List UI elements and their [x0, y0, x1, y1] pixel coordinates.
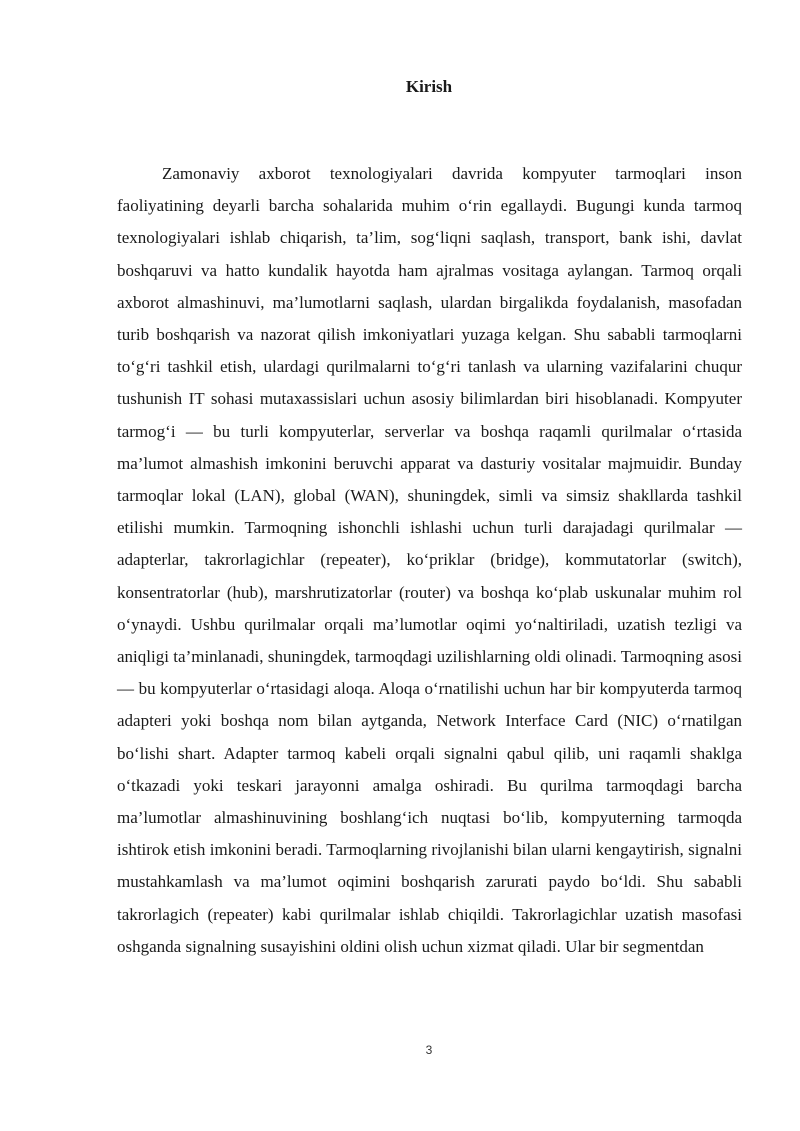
body-paragraph: Zamonaviy axborot texnologiyalari davrida kompyuter tarmoqlari inson faoliyatining deyarli barcha sohalarida muhim oʻrin egallaydi. Bugungi kunda tarmoq texnologiyalari ishlab chiqarish, ta’lim, sogʻliqni saqlash, transport, bank ishi, davlat boshqaruvi va hatto kundalik hayotda ham ajralmas vositaga aylangan. Tarmoq orqali axborot almashinuvi, ma’lumotlarni saqlash, ulardan birgalikda foydalanish, masofadan turib boshqarish va nazorat qilish imkoniyatlari yuzaga kelgan. Shu sababli tarmoqlarni toʻgʻri tashkil etish, ulardagi qurilmalarni toʻgʻri tanlash va ularning vazifalarini chuqur tushunish IT sohasi mutaxassislari uchun asosiy bilimlardan biri hisoblanadi. Kompyuter tarmogʻi — bu turli kompyuterlar, serverlar va boshqa raqamli qurilmalar oʻrtasida ma’lumot almashish imkonini beruvchi apparat va dasturiy vositalar majmuidir. Bunday tarmoqlar lokal (LAN), global (WAN), shuningdek, simli va simsiz shakllarda tashkil etilishi mumkin. Tarmoqning ishonchli ishlashi uchun turli darajadagi qurilmalar — adapterlar, takrorlagichlar (repeater), koʻpriklar (bridge), kommutatorlar (switch), konsentratorlar (hub), marshrutizatorlar (router) va boshqa koʻplab uskunalar muhim rol oʻynaydi. Ushbu qurilmalar orqali ma’lumotlar oqimi yoʻnaltiriladi, uzatish tezligi va aniqligi ta’minlanadi, shuningdek, tarmoqdagi uzilishlarning oldi olinadi. Tarmoqning asosi — bu kompyuterlar oʻrtasidagi aloqa. Aloqa oʻrnatilishi uchun har bir kompyuterda tarmoq adapteri yoki boshqa nom bilan aytganda, Network Interface Card (NIC) oʻrnatilgan boʻlishi shart. Adapter tarmoq kabeli orqali signalni qabul qilib, uni raqamli shaklga oʻtkazadi yoki teskari jarayonni amalga oshiradi. Bu qurilma tarmoqdagi barcha ma’lumotlar almashinuvining boshlangʻich nuqtasi boʻlib, kompyuterning tarmoqda ishtirok etish imkonini beradi. Tarmoqlarning rivojlanishi bilan ularni kengaytirish, signalni mustahkamlash va ma’lumot oqimini boshqarish zarurati paydo boʻldi. Shu sababli takrorlagich (repeater) kabi qurilmalar ishlab chiqildi. Takrorlagichlar uzatish masofasi oshganda signalning susayishini oldini olish uchun xizmat qiladi. Ular bir segmentdan	[117, 164, 742, 956]
page-number: 3	[425, 1043, 433, 1057]
section-heading: Kirish	[405, 77, 453, 96]
